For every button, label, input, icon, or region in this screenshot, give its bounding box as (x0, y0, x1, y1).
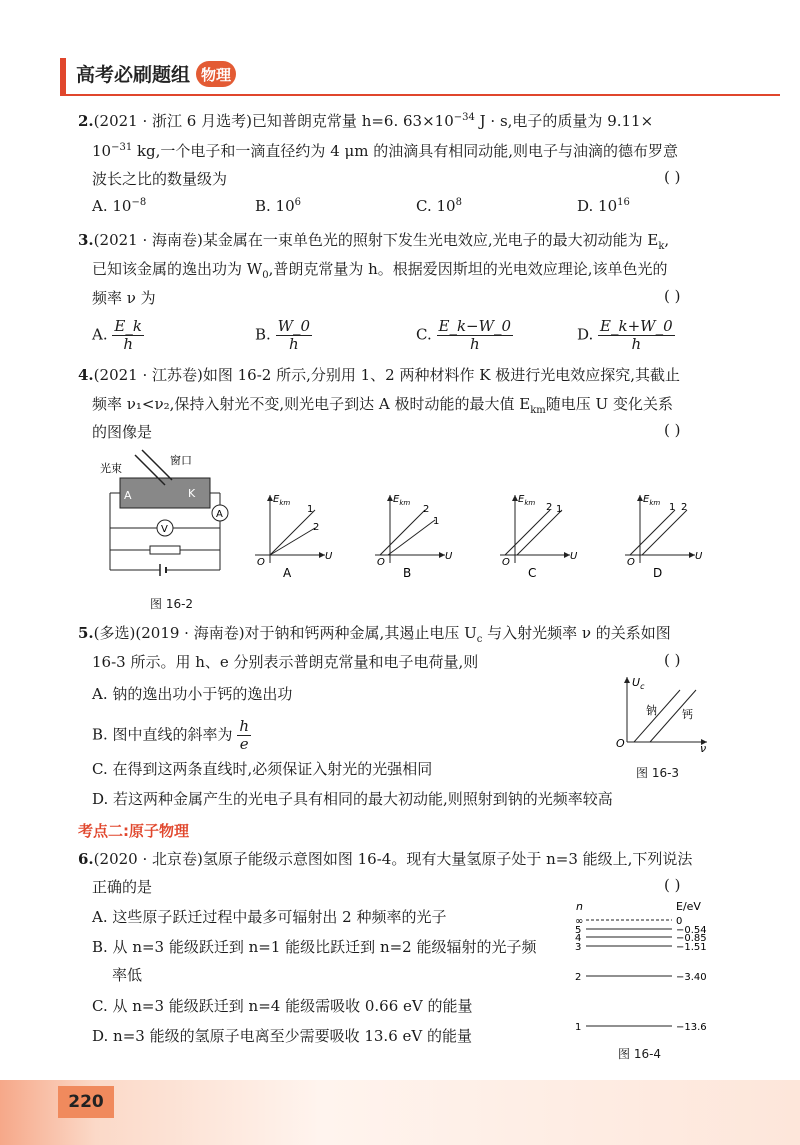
q4-graph-2-x-label: U (570, 551, 578, 562)
q6-line1 (78, 848, 692, 869)
q2-text-2a: 10 (92, 142, 112, 160)
fig16-3-y-label-sub: c (640, 682, 645, 691)
q4-graph-1-caption: B (403, 566, 412, 580)
q4-graph-1-line-label-2: 1 (433, 516, 440, 527)
q3-option-d (577, 318, 675, 353)
q4-graph-0-y-label (273, 494, 290, 507)
q4-graph-1-y-label (393, 494, 410, 507)
q4-text-2b: 随电压 U 变化关系 (545, 395, 673, 413)
q3-sub-2: 0 (262, 270, 269, 281)
q4-graph-0-y-label-sub: km (279, 499, 291, 507)
q3-optC-num: E_k−W_0 (438, 317, 512, 335)
cathode-label: K (188, 487, 196, 500)
q4-graph-1-line-2 (388, 520, 435, 555)
q4-graph-0-x-label: U (325, 551, 333, 562)
q4-text-2: 频率 ν₁<ν₂,保持入射光不变,则光电子到达 A 极时动能的最大值 E (92, 395, 531, 413)
q4-graph-1-origin: O (377, 557, 385, 568)
q2-optB-sup: 6 (294, 197, 302, 208)
ammeter-label: A (216, 509, 223, 520)
fig-16-2-caption: 图 16-2 (150, 597, 194, 611)
q3-answer-blank: ( ) (664, 287, 681, 305)
q4-option-graphs (245, 490, 703, 590)
q4-graph-3-y-label (643, 494, 660, 507)
q4-graph-3-line-label-1: 1 (669, 502, 676, 513)
q6-option-c: C. 从 n=3 能级跃迁到 n=4 能级需吸收 0.66 eV 的能量 (92, 997, 473, 1015)
q4-graph-3-line-1 (630, 510, 675, 555)
sodium-label: 钠 (646, 704, 657, 717)
q4-graph-2-caption: C (528, 566, 537, 580)
q3-text-1: (2021 · 海南卷)某金属在一束单色光的照射下发生光电效应,光电子的最大初动能为 E (93, 231, 659, 249)
fig16-3-y-label (632, 676, 645, 691)
q2-text-1b: J · s,电子的质量为 9.11× (474, 112, 654, 130)
section-title-atomic-physics: 考点二:原子物理 (78, 822, 189, 840)
q4-graph-1-y-label-main: E (393, 494, 400, 505)
q5-sub-1: c (476, 634, 483, 645)
q2-line1 (78, 110, 653, 131)
q2-optD-text: D. 10 (577, 197, 618, 215)
q4-line3: 的图像是 (92, 423, 153, 441)
phototube (120, 478, 210, 508)
rheostat (150, 546, 180, 554)
q2-option-b (255, 197, 301, 215)
q5-text-1: (多选)(2019 · 海南卷)对于钠和钙两种金属,其遏止电压 U (93, 624, 477, 642)
q5-optB-fraction (237, 718, 251, 753)
q6-text-1: (2020 · 北京卷)氢原子能级示意图如图 16-4。现有大量氢原子处于 n=3 能级上,下列说法 (93, 850, 693, 868)
q2-line3: 波长之比的数量级为 (92, 170, 228, 188)
q2-number: 2. (78, 112, 94, 130)
q5-number: 5. (78, 624, 94, 642)
photoelectric-circuit-diagram (90, 450, 240, 585)
footer-band (0, 1080, 800, 1145)
q4-graph-1-y-label-sub: km (399, 499, 411, 507)
energy-level-5-e: −0.54 (676, 925, 707, 936)
q4-answer-blank: ( ) (664, 421, 681, 439)
q6-number: 6. (78, 850, 94, 868)
q3-optB-num: W_0 (277, 317, 311, 335)
q4-graph-2-y-label (518, 494, 535, 507)
q4-graph-3-caption: D (653, 566, 663, 580)
q5-optB-den: e (239, 735, 249, 753)
energy-level-∞-e: 0 (676, 916, 683, 927)
q4-line1 (78, 364, 680, 385)
q4-graph-3-y-label-main: E (643, 494, 650, 505)
q2-answer-blank: ( ) (664, 168, 681, 186)
q3-line2 (92, 258, 668, 281)
calcium-label: 钙 (682, 708, 693, 721)
q2-sup-2: −31 (111, 142, 133, 153)
q4-graph-2-line-label-1: 2 (546, 502, 553, 513)
window-label: 窗口 (170, 454, 192, 467)
q3-option-b (255, 318, 312, 353)
fig-16-4-caption: 图 16-4 (618, 1047, 662, 1061)
anode-label: A (124, 489, 132, 502)
q4-number: 4. (78, 366, 94, 384)
q4-graph-2-y-label-main: E (518, 494, 525, 505)
q2-option-d (577, 197, 630, 215)
q2-option-a (92, 197, 146, 215)
energy-level-∞-n: ∞ (575, 916, 584, 927)
fig-16-3-graph (612, 672, 712, 755)
q3-line1 (78, 229, 669, 252)
q3-optD-num: E_k+W_0 (600, 317, 673, 335)
energy-level-4-e: −0.85 (676, 933, 707, 944)
fig16-3-origin: O (616, 737, 625, 750)
q5-line2: 16-3 所示。用 h、e 分别表示普朗克常量和电子电荷量,则 (92, 653, 479, 671)
q2-optC-sup: 8 (455, 197, 462, 208)
q4-graph-2-line-2 (517, 510, 562, 555)
q3-optD-label: D. (577, 325, 594, 344)
header-accent-bar (60, 58, 66, 94)
q4-text-1: (2021 · 江苏卷)如图 16-2 所示,分别用 1、2 两种材料作 K 极进行光电效应探究,其截止 (93, 366, 680, 384)
q4-graph-0-line-label-1: 1 (307, 504, 314, 515)
q4-graph-3-origin: O (627, 557, 635, 568)
q2-optA-sup: −8 (131, 197, 147, 208)
energy-level-4-n: 4 (575, 933, 582, 944)
q3-line3: 频率 ν 为 (92, 289, 156, 307)
q4-graph-3-x-label: U (695, 551, 703, 562)
hydrogen-energy-level-diagram (572, 898, 732, 1038)
energy-e-header: E/eV (676, 900, 701, 913)
q2-option-c (416, 197, 462, 215)
q2-optB-text: B. 10 (255, 197, 295, 215)
q3-optA-num: E_k (114, 317, 142, 335)
q6-option-d: D. n=3 能级的氢原子电离至少需要吸收 13.6 eV 的能量 (92, 1027, 472, 1045)
q4-graph-0-origin: O (257, 557, 265, 568)
q3-optB-den: h (288, 335, 299, 353)
q2-optC-text: C. 10 (416, 197, 456, 215)
q3-sub-1: k (658, 241, 665, 252)
energy-n-header: n (576, 900, 583, 913)
book-title: 高考必刷题组 (76, 64, 191, 86)
q5-option-d: D. 若这两种金属产生的光电子具有相同的最大初动能,则照射到钠的光频率较高 (92, 790, 613, 808)
energy-level-3-n: 3 (575, 942, 582, 953)
q4-graph-3-line-label-2: 2 (681, 502, 688, 513)
q2-line2 (92, 140, 678, 161)
energy-level-5-n: 5 (575, 925, 582, 936)
q3-optB-fraction (276, 318, 312, 353)
voltmeter-label: V (161, 524, 168, 535)
q3-optA-den: h (123, 335, 133, 353)
q5-optB-text: B. 图中直线的斜率为 (92, 725, 233, 744)
fig16-3-y-label-main: U (632, 676, 641, 689)
q3-optC-label: C. (416, 325, 432, 344)
q4-graph-1-line-label-1: 2 (423, 504, 430, 515)
q6-option-a: A. 这些原子跃迁过程中最多可辐射出 2 种频率的光子 (92, 908, 447, 926)
q5-text-1b: 与入射光频率 ν 的关系如图 (482, 624, 671, 642)
q2-optA-text: A. 10 (92, 197, 132, 215)
q3-optB-label: B. (255, 325, 271, 344)
q3-text-2: 已知该金属的逸出功为 W (92, 260, 263, 278)
q5-option-b (92, 718, 251, 753)
q3-text-1end: , (664, 231, 670, 249)
q4-graph-2-y-label-sub: km (524, 499, 536, 507)
q6-answer-blank: ( ) (664, 876, 681, 894)
q3-option-a (92, 318, 144, 353)
q3-number: 3. (78, 231, 94, 249)
fig16-3-y-arrow (624, 677, 630, 683)
q3-optC-fraction (437, 318, 514, 353)
q4-graph-2-line-1 (505, 510, 550, 555)
light-beam-2 (142, 450, 172, 480)
q4-sub-2: km (530, 405, 546, 416)
fig16-3-x-label: ν (700, 742, 707, 755)
fig-16-3-caption: 图 16-3 (636, 766, 680, 780)
q4-graph-2-line-label-2: 1 (556, 504, 563, 515)
q4-graph-3-y-label-sub: km (649, 499, 661, 507)
q5-optB-num: h (239, 717, 250, 735)
q3-optA-label: A. (92, 325, 108, 344)
page-number: 220 (58, 1086, 114, 1118)
q2-text-1a: (2021 · 浙江 6 月选考)已知普朗克常量 h=6. 63×10 (93, 112, 454, 130)
q5-answer-blank: ( ) (664, 651, 681, 669)
q4-graph-2-origin: O (502, 557, 510, 568)
q3-optA-fraction (112, 318, 144, 353)
q3-text-2b: ,普朗克常量为 h。根据爱因斯坦的光电效应理论,该单色光的 (268, 260, 668, 278)
q5-line1 (78, 622, 671, 645)
q5-option-a: A. 钠的逸出功小于钙的逸出功 (92, 685, 293, 703)
q4-graph-0-y-label-main: E (273, 494, 280, 505)
energy-level-1-e: −13.6 (676, 1022, 707, 1033)
q2-sup-1: −34 (453, 112, 475, 123)
q4-graph-0-caption: A (283, 566, 292, 580)
subject-badge: 物理 (196, 61, 236, 87)
q6-line2: 正确的是 (92, 878, 153, 896)
energy-level-2-e: −3.40 (676, 972, 707, 983)
q2-optD-sup: 16 (617, 197, 630, 208)
q4-graph-3-line-2 (642, 510, 687, 555)
light-beam-label: 光束 (100, 462, 122, 475)
energy-level-2-n: 2 (575, 972, 582, 983)
q5-option-c: C. 在得到这两条直线时,必须保证入射光的光强相同 (92, 760, 433, 778)
q2-text-2b: kg,一个电子和一滴直径约为 4 μm 的油滴具有相同动能,则电子与油滴的德布罗意 (132, 142, 679, 160)
energy-level-3-e: −1.51 (676, 942, 707, 953)
q4-graph-0-line-label-2: 2 (313, 522, 320, 533)
q6-option-b-line2: 率低 (112, 966, 143, 984)
q3-optD-fraction (598, 318, 675, 353)
header-divider (60, 94, 780, 96)
q3-option-c (416, 318, 513, 353)
q4-line2 (92, 393, 673, 416)
q3-optD-den: h (631, 335, 642, 353)
q6-option-b-line1: B. 从 n=3 能级跃迁到 n=1 能级比跃迁到 n=2 能级辐射的光子频 (92, 938, 537, 956)
energy-level-1-n: 1 (575, 1022, 582, 1033)
q3-optC-den: h (469, 335, 480, 353)
q4-graph-1-x-label: U (445, 551, 453, 562)
